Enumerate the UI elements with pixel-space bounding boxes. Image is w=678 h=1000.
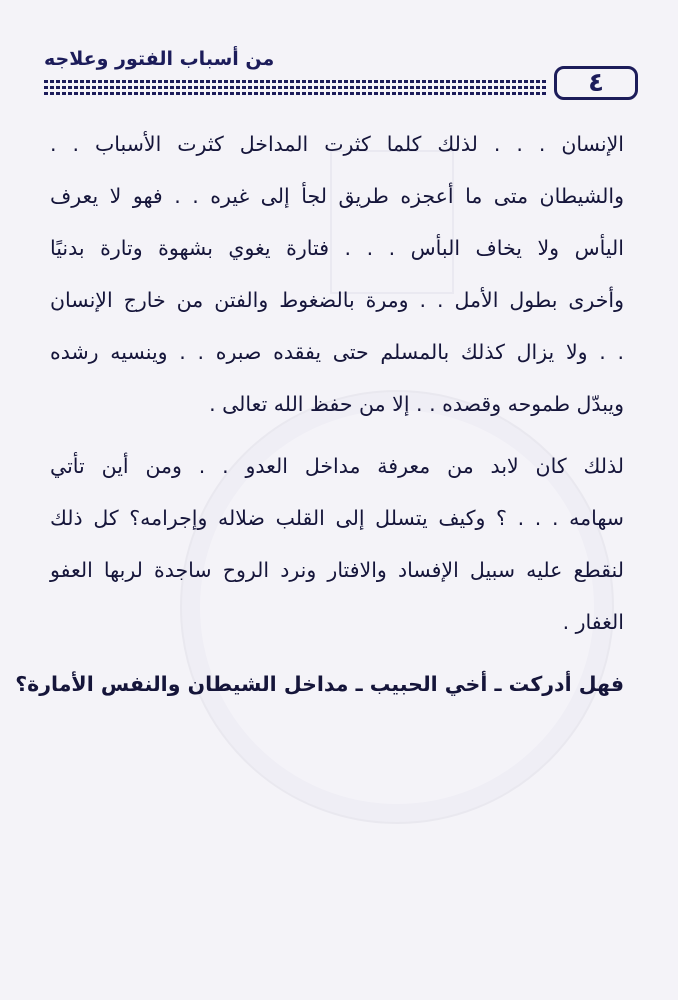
text-line: والشيطان متى ما أعجزه طريق لجأ إلى غيره . . فهو لا يعرف	[50, 184, 624, 208]
body-text	[15, 118, 624, 710]
page-header	[44, 48, 640, 100]
text-line: لنقطع عليه سبيل الإفساد والافتار ونرد الروح ساجدة لربها العفو	[50, 558, 624, 582]
text-line: ويبدّل طموحه وقصده . . إلا من حفظ الله تعالى .	[209, 392, 624, 416]
text-line: . . ولا يزال كذلك بالمسلم حتى يفقده صبره . . وينسيه رشده	[50, 340, 624, 364]
header-rule	[44, 86, 546, 89]
text-line: سهامه . . . ؟ وكيف يتسلل إلى القلب ضلاله وإجرامه؟ كل ذلك	[50, 506, 624, 530]
running-title: من أسباب الفتور وعلاجه	[44, 48, 275, 70]
closing-question: فهل أدركت ـ أخي الحبيب ـ مداخل الشيطان والنفس الأمارة؟	[15, 672, 624, 696]
text-line: وأخرى بطول الأمل . . ومرة بالضغوط والفتن من خارج الإنسان	[50, 288, 624, 312]
text-line: الغفار .	[562, 610, 624, 634]
header-rule	[44, 92, 546, 95]
text-line: اليأس ولا يخاف البأس . . . فتارة يغوي بشهوة وتارة بدنيًا	[50, 236, 624, 260]
header-rule	[44, 80, 546, 83]
text-line: الإنسان . . . لذلك كلما كثرت المداخل كثرت الأسباب . .	[50, 132, 624, 156]
text-line: لذلك كان لابد من معرفة مداخل العدو . . ومن أين تأتي	[50, 454, 624, 478]
page-number: ٤	[554, 66, 638, 100]
